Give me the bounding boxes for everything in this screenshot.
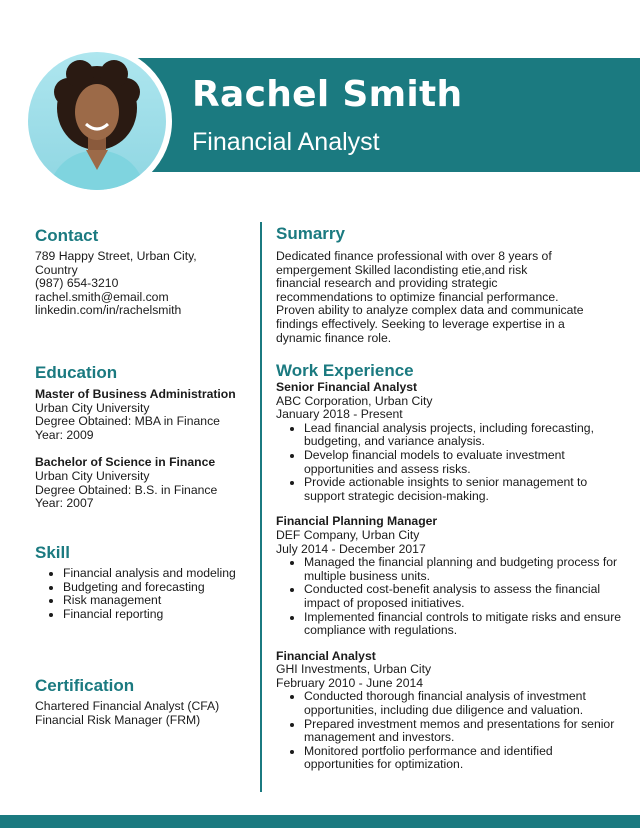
certification-heading: Certification	[35, 676, 135, 695]
job-bullet: • Conducted cost-benefit analysis to assess the financial impact of proposed initiatives.	[304, 583, 624, 610]
graduation-year: Year: 2007	[35, 496, 94, 511]
job-bullet: • Provide actionable insights to senior management to support strategic decision-making.	[304, 476, 624, 503]
work-experience-heading: Work Experience	[276, 361, 414, 380]
education-section	[35, 363, 250, 511]
job-bullets	[276, 690, 624, 772]
degree-name: Bachelor of Science in Finance	[35, 455, 216, 470]
degree-obtained: Degree Obtained: MBA in Finance	[35, 414, 220, 429]
column-divider	[260, 222, 262, 792]
job-bullet: • Conducted thorough financial analysis of investment opportunities, including due diligence and valuation.	[304, 690, 624, 717]
contact-heading: Contact	[35, 226, 99, 245]
skill-item: • Risk management	[63, 594, 250, 608]
profile-photo	[28, 52, 166, 190]
summary-line: Dedicated finance professional with over 8 years of	[276, 249, 552, 263]
job-dates: January 2018 - Present	[276, 407, 403, 422]
job-bullet: • Managed the financial planning and budgeting process for multiple business units.	[304, 556, 624, 583]
summary-line: dynamic finance role.	[276, 330, 392, 345]
job-title: Financial Analyst	[192, 128, 380, 156]
school-name: Urban City University	[35, 400, 150, 415]
job-bullet: • Lead financial analysis projects, including forecasting, budgeting, and variance analysis.	[304, 422, 624, 449]
graduation-year: Year: 2009	[35, 427, 94, 442]
job-role: Financial Analyst	[276, 648, 376, 663]
skill-section	[35, 543, 250, 621]
skill-heading: Skill	[35, 543, 70, 562]
degree-name: Master of Business Administration	[35, 387, 236, 401]
summary-line: financial research and providing strategic	[276, 276, 498, 291]
person-portrait-icon	[28, 52, 166, 190]
job-bullets	[276, 422, 624, 504]
certification-item: Chartered Financial Analyst (CFA)	[35, 699, 220, 713]
certification-section	[35, 676, 250, 727]
job-bullets	[276, 556, 624, 638]
skill-list	[35, 567, 250, 621]
linkedin-url: linkedin.com/in/rachelsmith	[35, 303, 182, 318]
education-heading: Education	[35, 363, 118, 382]
skill-item: • Financial analysis and modeling	[63, 567, 250, 581]
footer-band	[0, 815, 640, 828]
summary-line: empergement Skilled lacondisting etie,and risk	[276, 262, 528, 277]
work-experience-section	[276, 361, 624, 772]
skill-item: • Budgeting and forecasting	[63, 581, 250, 595]
job-bullet: • Monitored portfolio performance and identified opportunities for optimization.	[304, 745, 624, 772]
job-dates: February 2010 - June 2014	[276, 675, 424, 690]
job-dates: July 2014 - December 2017	[276, 541, 426, 556]
phone-number: (987) 654-3210	[35, 276, 119, 291]
address-line: Country	[35, 262, 78, 277]
address-line: 789 Happy Street, Urban City,	[35, 249, 197, 263]
contact-section	[35, 226, 250, 318]
job-bullet: • Implemented financial controls to mitigate risks and ensure compliance with regulations.	[304, 611, 624, 638]
summary-line: recommendations to optimize financial performance.	[276, 289, 559, 304]
job-role: Financial Planning Manager	[276, 514, 438, 529]
summary-line: Proven ability to analyze complex data and communicate	[276, 303, 584, 318]
summary-line: findings effectively. Seeking to leverage expertise in a	[276, 316, 565, 331]
person-name: Rachel Smith	[192, 74, 463, 115]
job-role: Senior Financial Analyst	[276, 380, 418, 394]
certification-item: Financial Risk Manager (FRM)	[35, 712, 201, 727]
school-name: Urban City University	[35, 468, 150, 483]
summary-heading: Sumarry	[276, 224, 345, 243]
email-address: rachel.smith@email.com	[35, 289, 169, 304]
summary-section	[276, 224, 624, 345]
skill-item: • Financial reporting	[63, 608, 250, 622]
job-company: ABC Corporation, Urban City	[276, 393, 433, 408]
degree-obtained: Degree Obtained: B.S. in Finance	[35, 482, 218, 497]
job-bullet: • Develop financial models to evaluate investment opportunities and assess risks.	[304, 449, 624, 476]
job-company: DEF Company, Urban City	[276, 527, 420, 542]
job-company: GHI Investments, Urban City	[276, 662, 432, 677]
job-bullet: • Prepared investment memos and presentations for senior management and investors.	[304, 718, 624, 745]
